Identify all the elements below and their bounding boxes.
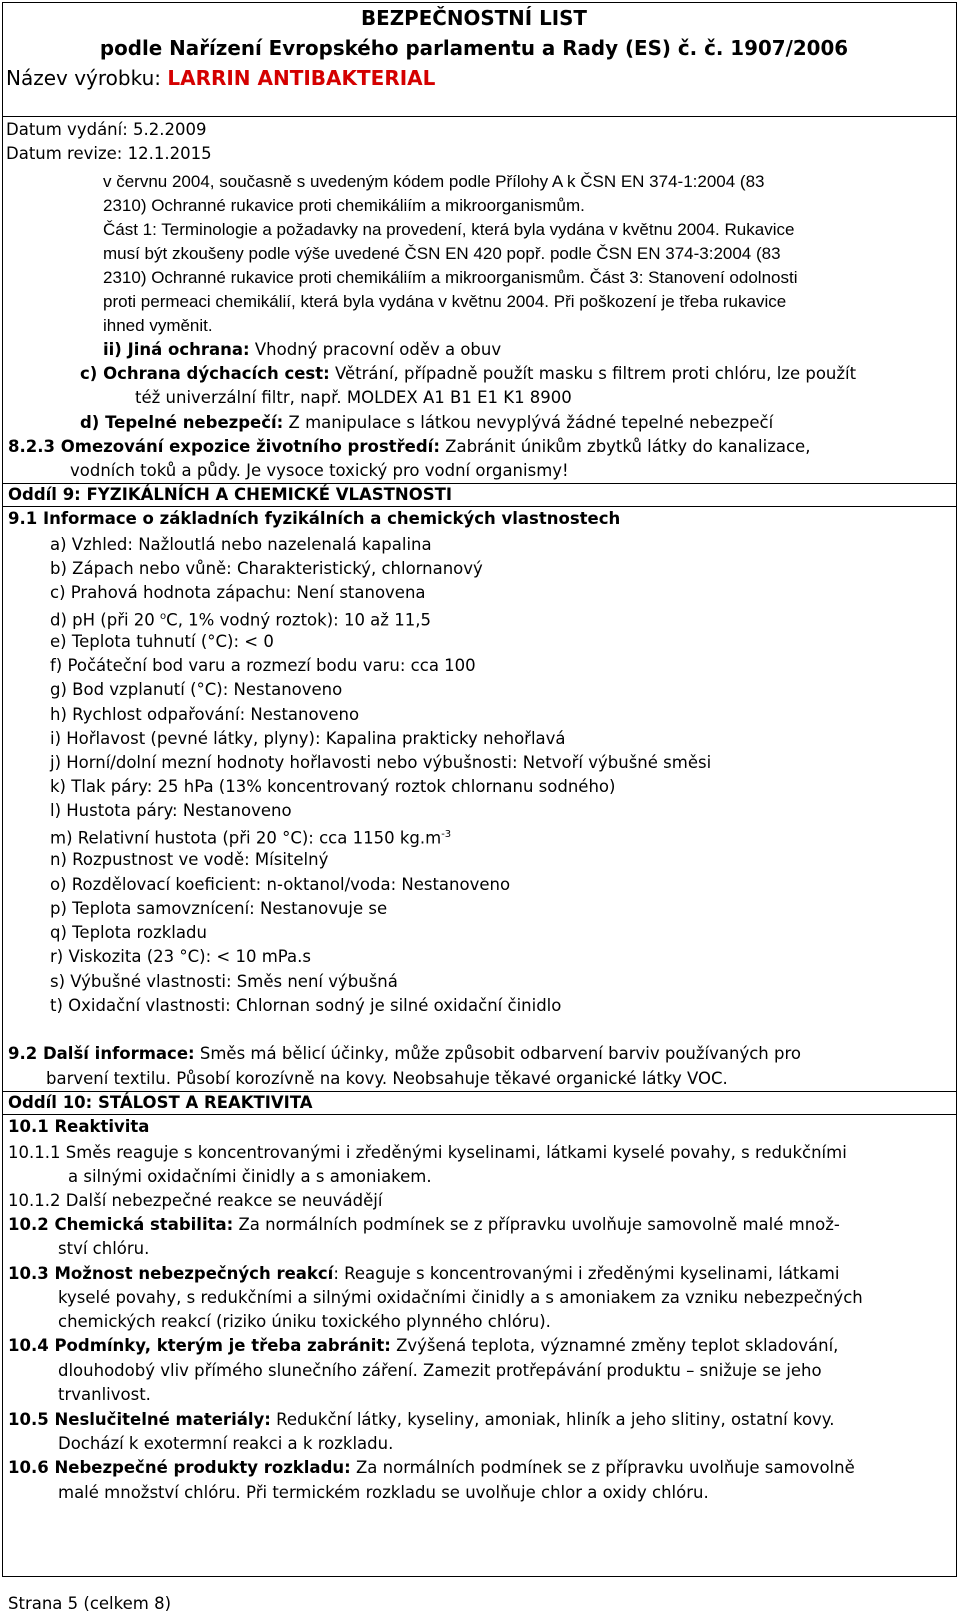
decomposition-products: 10.6 Nebezpečné produkty rozkladu: Za normálních podmínek se z přípravku uvolňuje samovolně: [8, 1458, 855, 1477]
section-divider: [2, 506, 957, 507]
property-viscosity: r) Viskozita (23 °C): < 10 mPa.s: [50, 947, 311, 966]
incompatible-materials: 10.5 Neslučitelné materiály: Redukční látky, kyseliny, amoniak, hliník a jeho slitiny, ostatní kovy.: [8, 1410, 835, 1429]
property-solubility: n) Rozpustnost ve vodě: Mísitelný: [50, 850, 329, 869]
s8-cont-line: musí být zkoušeny podle výše uvedené ČSN EN 420 popř. podle ČSN EN 374-3:2004 (83: [103, 244, 781, 263]
property-odour: b) Zápach nebo vůně: Charakteristický, chlornanový: [50, 559, 483, 578]
decomposition-products-cont: malé množství chlóru. Při termickém rozkladu se uvolňuje chlor a oxidy chlóru.: [58, 1483, 709, 1502]
property-vapour-pressure: k) Tlak páry: 25 hPa (13% koncentrovaný roztok chlornanu sodného): [50, 777, 616, 796]
s8-cont-line: 2310) Ochranné rukavice proti chemikáliím a mikroorganismům.: [103, 196, 585, 215]
subsection-9-1-title: 9.1 Informace o základních fyzikálních a chemických vlastnostech: [8, 509, 621, 528]
chemical-stability: 10.2 Chemická stabilita: Za normálních podmínek se z přípravku uvolňuje samovolně malé množ-: [8, 1215, 840, 1234]
reactivity-10-1-1-cont: a silnými oxidačními činidly a s amoniakem.: [68, 1167, 432, 1186]
respiratory-protection-cont: též univerzální filtr, např. MOLDEX A1 B1 E1 K1 8900: [135, 388, 572, 407]
s8-cont-line: Část 1: Terminologie a požadavky na provedení, která byla vydána v květnu 2004. Rukavice: [103, 220, 795, 239]
page-number: Strana 5 (celkem 8): [8, 1594, 172, 1613]
property-ph: d) pH (při 20 $^o$C, 1% vodný roztok): 10 až 11,5: [50, 610, 431, 630]
hazardous-reactions-cont: chemických reakcí (riziko úniku toxického plynného chlóru).: [58, 1312, 551, 1331]
section-10-title: Oddíl 10: STÁLOST A REAKTIVITA: [8, 1093, 313, 1112]
regulation-title: podle Nařízení Evropského parlamentu a Rady (ES) č. č. 1907/2006: [99, 36, 849, 60]
chemical-stability-cont: ství chlóru.: [58, 1239, 150, 1258]
conditions-to-avoid: 10.4 Podmínky, kterým je třeba zabránit: Zvýšená teplota, významné změny teplot skladování,: [8, 1336, 839, 1355]
property-flash-point: g) Bod vzplanutí (°C): Nestanoveno: [50, 680, 343, 699]
product-line: [6, 66, 435, 90]
reactivity-10-1-2: 10.1.2 Další nebezpečné reakce se neuvádějí: [8, 1191, 383, 1210]
env-exposure-cont: vodních toků a půdy. Je vysoce toxický pro vodní organismy!: [70, 461, 569, 480]
env-exposure: 8.2.3 Omezování expozice životního prostředí: Zabránit únikům zbytků látky do kanalizace,: [8, 437, 811, 456]
respiratory-protection: c) Ochrana dýchacích cest: Větrání, případně použít masku s filtrem proti chlóru, lze použít: [80, 364, 857, 383]
property-boiling-point: f) Počáteční bod varu a rozmezí bodu varu: cca 100: [50, 656, 476, 675]
hazardous-reactions: 10.3 Možnost nebezpečných reakcí: Reaguje s koncentrovanými i zředěnými kyselinami, látkami: [8, 1264, 840, 1283]
subsection-10-1-title: 10.1 Reaktivita: [8, 1117, 150, 1136]
header-divider: [2, 116, 957, 117]
reactivity-10-1-1: 10.1.1 Směs reaguje s koncentrovanými i zředěnými kyselinami, látkami kyselé povahy, s redukčními: [8, 1143, 847, 1162]
property-partition-coefficient: o) Rozdělovací koeficient: n-oktanol/voda: Nestanoveno: [50, 875, 511, 894]
property-decomposition: q) Teplota rozkladu: [50, 923, 207, 942]
property-appearance: a) Vzhled: Nažloutlá nebo nazelenalá kapalina: [50, 535, 432, 554]
property-autoignition: p) Teplota samovznícení: Nestanovuje se: [50, 899, 388, 918]
incompatible-materials-cont: Dochází k exotermní reakci a k rozkladu.: [58, 1434, 394, 1453]
property-odour-threshold: c) Prahová hodnota zápachu: Není stanovena: [50, 583, 426, 602]
conditions-to-avoid-cont: dlouhodobý vliv přímého slunečního záření. Zamezit protřepávání produktu – snižuje se jeho: [58, 1361, 822, 1380]
property-flammability: i) Hořlavost (pevné látky, plyny): Kapalina prakticky nehořlavá: [50, 729, 566, 748]
s8-cont-line: 2310) Ochranné rukavice proti chemikáliím a mikroorganismům. Část 3: Stanovení odolnosti: [103, 268, 798, 287]
property-vapour-density: l) Hustota páry: Nestanoveno: [50, 801, 292, 820]
issue-date: Datum vydání: 5.2.2009: [6, 120, 207, 139]
subsection-9-2: 9.2 Další informace: Směs má bělicí účinky, může způsobit odbarvení barviv používaných pro: [8, 1044, 801, 1063]
product-name: LARRIN ANTIBAKTERIAL: [167, 66, 436, 90]
s8-cont-line: v červnu 2004, současně s uvedeným kódem podle Přílohy A k ČSN EN 374-1:2004 (83: [103, 172, 765, 191]
property-oxidising: t) Oxidační vlastnosti: Chlornan sodný je silné oxidační činidlo: [50, 996, 562, 1015]
s8-cont-line: ihned vyměnit.: [103, 316, 213, 335]
other-protection: ii) Jiná ochrana: Vhodný pracovní oděv a obuv: [103, 340, 502, 359]
document-title: BEZPEČNOSTNÍ LIST: [361, 6, 587, 30]
property-relative-density: m) Relativní hustota (při 20 °C): cca 1150 $kg.m^{-3}$: [50, 828, 452, 848]
revision-date: Datum revize: 12.1.2015: [6, 144, 212, 163]
property-explosive: s) Výbušné vlastnosti: Směs není výbušná: [50, 972, 398, 991]
hazardous-reactions-cont: kyselé povahy, s redukčními a silnými oxidačními činidly a s amoniakem za vzniku nebezpečných: [58, 1288, 863, 1307]
subsection-9-2-cont: barvení textilu. Působí korozívně na kovy. Neobsahuje těkavé organické látky VOC.: [46, 1069, 728, 1088]
property-evaporation-rate: h) Rychlost odpařování: Nestanoveno: [50, 705, 360, 724]
section-9-title: Oddíl 9: FYZIKÁLNÍCH A CHEMICKÉ VLASTNOSTI: [8, 485, 453, 504]
property-melting-point: e) Teplota tuhnutí (°C): < 0: [50, 632, 274, 651]
s8-cont-line: proti permeaci chemikálií, která byla vydána v květnu 2004. Při poškození je třeba rukavice: [103, 292, 787, 311]
section-divider: [2, 483, 957, 484]
thermal-hazard: d) Tepelné nebezpečí: Z manipulace s látkou nevyplývá žádné tepelné nebezpečí: [80, 413, 774, 432]
conditions-to-avoid-cont: trvanlivost.: [58, 1385, 151, 1404]
property-explosive-limits: j) Horní/dolní mezní hodnoty hořlavosti nebo výbušnosti: Netvoří výbušné směsi: [50, 753, 712, 772]
product-label: Název výrobku:: [6, 66, 168, 90]
section-divider: [2, 1114, 957, 1115]
section-divider: [2, 1091, 957, 1092]
